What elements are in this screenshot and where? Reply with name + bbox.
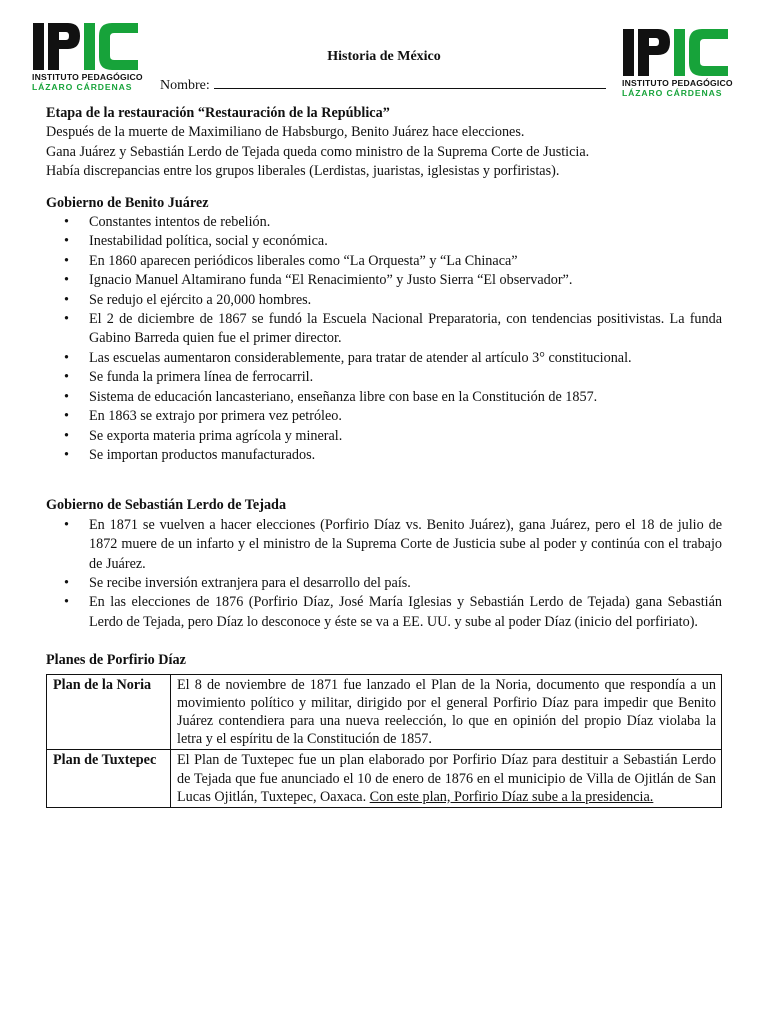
- paragraph-line: Después de la muerte de Maximiliano de Habsburgo, Benito Juárez hace elecciones.: [46, 124, 525, 141]
- logo-text-name: LÁZARO CÁRDENAS: [32, 82, 133, 92]
- list-item: • En 1863 se extrajo por primera vez petróleo.: [46, 407, 722, 426]
- plan-description-cell: [171, 750, 722, 808]
- section-title-restauracion: Etapa de la restauración “Restauración de la República”: [46, 105, 390, 121]
- plan-description-cell: El 8 de noviembre de 1871 fue lanzado el Plan de la Noria, documento que respondía a un movimiento político y militar, dirigido por el general Porfirio Díaz para impedir que Benito Juárez contendiera para una nueva reelección, lo que en opinión del propio Díaz violaba la letra y el espíritu de la Constitución de 1857.: [171, 674, 722, 750]
- table-row: [47, 674, 722, 750]
- plans-table: [46, 674, 722, 808]
- list-item: • Constantes intentos de rebelión.: [46, 213, 722, 232]
- paragraph-line: Había discrepancias entre los grupos liberales (Lerdistas, juaristas, iglesistas y porfiristas).: [46, 163, 560, 180]
- lerdo-list: [46, 516, 722, 632]
- document-body: [46, 104, 722, 808]
- list-item: • El 2 de diciembre de 1867 se fundó la Escuela Nacional Preparatoria, con tendencias positivistas. La funda Gabino Barreda quien fue el primer director.: [46, 310, 722, 349]
- list-item: • Se redujo el ejército a 20,000 hombres.: [46, 291, 722, 310]
- list-item: • En las elecciones de 1876 (Porfirio Díaz, José María Iglesias y Sebastián Lerdo de Tejada) gana Sebastián Lerdo de Tejada, pero Díaz lo desconoce y éste se va a EE. UU. y sube al poder Díaz (inicio del porfiriato).: [46, 593, 722, 632]
- list-item: • En 1871 se vuelven a hacer elecciones (Porfirio Díaz vs. Benito Juárez), gana Juárez, pero el 18 de julio de 1872 muere de un infarto y el ministro de la Suprema Corte de Justicia sube al poder y continúa con el trabajo de Juárez.: [46, 516, 722, 574]
- name-field[interactable]: [160, 76, 606, 95]
- name-label: Nombre:: [160, 78, 210, 93]
- list-item: • Se funda la primera línea de ferrocarril.: [46, 368, 722, 387]
- logo-text-institute: INSTITUTO PEDAGÓGICO: [622, 78, 733, 88]
- list-item: • Las escuelas aumentaron considerablemente, para tratar de atender al artículo 3° constitucional.: [46, 349, 722, 368]
- logo-text-institute: INSTITUTO PEDAGÓGICO: [32, 72, 143, 82]
- plan-description-underlined: Con este plan, Porfirio Díaz sube a la presidencia.: [369, 788, 654, 805]
- document-title: Historia de México: [327, 49, 441, 64]
- list-item: • Se recibe inversión extranjera para el desarrollo del país.: [46, 574, 722, 593]
- plan-description-text: El Plan de Tuxtepec fue un plan elaborado por Porfirio Díaz para destituir a Sebastián Lerdo de Tejada que fue anunciado el 10 de enero de 1876 en el municipio de Villa de Ojitlán de San Lucas Ojitlán, Tuxtepec, Oaxaca.: [177, 752, 716, 805]
- section-title-juarez: Gobierno de Benito Juárez: [46, 194, 209, 211]
- list-item: • Inestabilidad política, social y económica.: [46, 232, 722, 251]
- list-item: • Se importan productos manufacturados.: [46, 446, 722, 465]
- plan-name-cell: Plan de la Noria: [47, 674, 171, 750]
- list-item: • En 1860 aparecen periódicos liberales como “La Orquesta” y “La Chinaca”: [46, 252, 722, 271]
- logo-text-name: LÁZARO CÁRDENAS: [622, 88, 723, 98]
- section-title-planes: Planes de Porfirio Díaz: [46, 652, 186, 669]
- name-blank-line[interactable]: [214, 76, 606, 89]
- list-item: • Se exporta materia prima agrícola y mineral.: [46, 427, 722, 446]
- plan-name-cell: Plan de Tuxtepec: [47, 750, 171, 808]
- list-item: • Sistema de educación lancasteriano, enseñanza libre con base en la Constitución de 1857.: [46, 388, 722, 407]
- juarez-list: [46, 213, 722, 465]
- section-title-lerdo: Gobierno de Sebastián Lerdo de Tejada: [46, 497, 287, 514]
- paragraph-line: Gana Juárez y Sebastián Lerdo de Tejada queda como ministro de la Suprema Corte de Justicia.: [46, 143, 590, 160]
- table-row: [47, 750, 722, 808]
- list-item: • Ignacio Manuel Altamirano funda “El Renacimiento” y Justo Sierra “El observador”.: [46, 271, 722, 290]
